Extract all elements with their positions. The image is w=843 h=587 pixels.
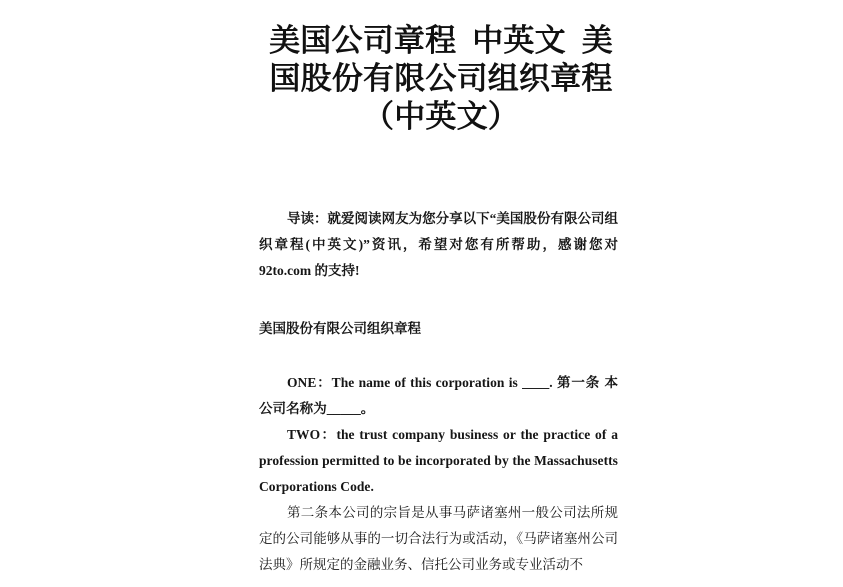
page-title (255, 22, 627, 136)
intro-text-before: 导读：就爱阅读网友为您分享以下“美国股份有限公司组织章程(中英文)”资讯，希望对您有所帮助，感谢您对 (259, 211, 618, 252)
site-name: 92to.com (259, 263, 312, 278)
section-heading: 美国股份有限公司组织章程 (259, 321, 421, 336)
page-title-line-3: （中英文） (363, 99, 519, 134)
article-two-english: TWO：the trust company business or the practice of a profession permitted to be incorporated by the Massachusetts Corporations Code. (259, 427, 618, 494)
spacer (259, 284, 618, 316)
article-two-chinese: 第二条本公司的宗旨是从事马萨诸塞州一般公司法所规定的公司能够从事的一切合法行为或活动，《马萨诸塞州公司法典》所规定的金融业务、信托公司业务或专业活动不 (259, 505, 618, 572)
intro-paragraph (259, 206, 618, 284)
article-one: ONE：The name of this corporation is ____. 第一条 本公司名称为_____。 (259, 375, 618, 416)
intro-text-after: 的支持! (311, 263, 360, 278)
spacer (259, 342, 618, 370)
document-body (259, 206, 618, 578)
page-title-line-2: 国股份有限公司组织章程 (269, 61, 613, 96)
page-title-line-1: 美国公司章程 中英文 美 (269, 23, 613, 58)
